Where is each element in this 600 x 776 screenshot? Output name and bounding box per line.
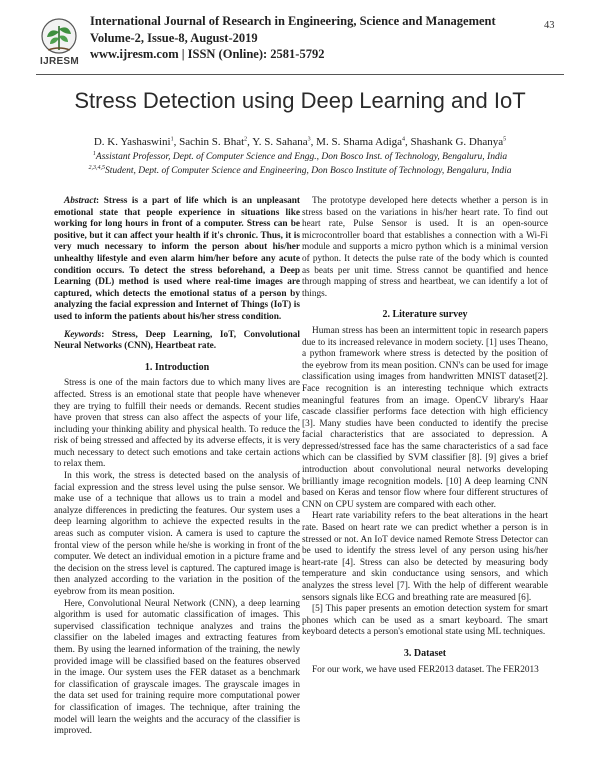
journal-name: International Journal of Research in Engineering, Science and Management bbox=[90, 14, 496, 28]
author-sup: 1 bbox=[170, 136, 174, 143]
author-list bbox=[0, 136, 600, 148]
paragraph: Here, Convolutional Neural Network (CNN), a deep learning algorithm is used for automatic classification of images. This supervised classification technique analyzes and trains the classifier on the labeled images and extracting features from them. By using the learned information of the training, the newly provided image will be classified based on the features observed in the image. Our system uses the FER dataset as a benchmark for classification of grayscale images. The grayscale images in the data set used for training require more computational power for classification of images. The technique, after training the model will learn the weights and the accuracy of the classifier is improved. bbox=[54, 598, 300, 737]
affiliation-2 bbox=[0, 166, 600, 176]
page-number: 43 bbox=[544, 20, 555, 31]
journal-volume: Volume-2, Issue-8, August-2019 bbox=[90, 30, 258, 45]
journal-info bbox=[90, 13, 496, 63]
author-name: , M. S. Shama Adiga bbox=[310, 136, 403, 148]
affiliation-text: Assistant Professor, Dept. of Computer Science and Engg., Don Bosco Inst. of Technology, Bengaluru, India bbox=[95, 152, 508, 162]
right-column bbox=[302, 196, 548, 676]
logo-text: IJRESM bbox=[40, 56, 80, 67]
journal-website-issn[interactable]: www.ijresm.com | ISSN (Online): 2581-5792 bbox=[90, 47, 325, 61]
keywords-label: Keywords bbox=[64, 329, 102, 340]
paragraph: For our work, we have used FER2013 dataset. The FER2013 bbox=[312, 664, 539, 675]
abstract-text: : Stress is a part of life which is an unpleasant emotional state that people experience in situations like working for long hours in front of a computer. Stress can be positive, but it can affect your health if it's chronic. Thus, it is very much necessary to inform the person about his/her unhealthy lifestyle and even alarm him/her before any acute condition occurs. To detect the stress beforehand, a Deep Learning (DL) method is used where real-time images are captured, which detects the emotional status of a person by analyzing the facial expression and Internet of Things (IoT) is used to inform the patients about his/her stress condition. bbox=[54, 196, 300, 322]
affiliation-sup: 1 bbox=[92, 150, 96, 157]
abstract bbox=[54, 196, 300, 324]
paragraph: [5] This paper presents an emotion detection system for smart phones which can be used as a smart keyboard. The smart keyboard detects a person's emotional state using ML techniques. bbox=[302, 604, 548, 638]
author-name: , Shashank G. Dhanya bbox=[405, 136, 504, 148]
section-heading-dataset: 3. Dataset bbox=[403, 647, 447, 659]
paragraph: Human stress has been an intermittent topic in research papers due to its increased relevance in modern society. [1] uses Theano, a python framework where stress is detected by the position of the eyebrow from its mean position. CNN's can be used for image classification using images from handwritten MNIST dataset[2]. Face recognition is an interesting technique which extracts meaningful features from an image. OpenCV library's Haar cascade classifier performs face detection with high efficiency [3]. Many studies have been conducted to identify the precise facial characteristics that are associated to depression. A depressed/stressed face has the same characteristics of a sad face which can be classified by SVM classifier [8]. [9] gives a brief introduction about convolutional neural networks developing brilliantly image recognition models. [10] A deep learning CNN based on Keras and tensor flow where four different structures of CNN on CPU system are compared with each other. bbox=[302, 325, 548, 510]
paragraph: The prototype developed here detects whether a person is in stress based on the variations in his/her heart rate. To find out heart rate, Pulse Sensor is used. It is an open-source microcontroller board that establishes a connection with a Wi-Fi module and supports a micro python which is a minimal version of python. It detects the pulse rate of the body which is counted as beats per unit time. Stress cannot be quantified and hence through mapping of stress and heartbeat, we can identify a lot of things. bbox=[302, 196, 548, 299]
header-divider bbox=[36, 74, 564, 75]
section-heading-literature-survey: 2. Literature survey bbox=[382, 309, 468, 321]
affiliation-sup: 2,3,4,5 bbox=[88, 164, 105, 171]
abstract-label: Abstract bbox=[64, 196, 97, 206]
author-sup: 5 bbox=[503, 136, 507, 143]
paragraph: Heart rate variability refers to the beat alterations in the heart rate. Based on heart rate we can predict whether a person is in stressed or not. An IoT device named Remote Stress Detector can be used to identify the stress level of any person using his/her heart-rate [4]. Stress can also be detected by measuring body temperature and skin conductance using sensors, and which analyzes the stress level [7]. With the help of different wearable sensors signals like ECG and breathing rate are measured [6]. bbox=[302, 511, 548, 603]
author-name: D. K. Yashaswini bbox=[93, 136, 171, 148]
keywords-text: : Stress, Deep Learning, IoT, Convolutional Neural Networks (CNN), Heartbeat rate. bbox=[54, 329, 300, 352]
paragraph: In this work, the stress is detected based on the analysis of facial expression and the stress level using the pulse sensor. We make use of a technique that allows us to train a model and analyze differences in predicting the features. Our system uses a deep learning algorithm to achieve the expected results in the areas such as computer vision. A camera is used to capture the frontal view of the person while he/she is working in front of the computer. We detect an individual emotion in a picture frame and the decision on the stress level is captured. The captured image is then analyzed according to the variation in the position of the eyebrow from its mean position. bbox=[54, 471, 300, 597]
paragraph: Stress is one of the main factors due to which many lives are affected. Stress is an emotional state that people have whenever they are trying to fulfill their needs or demands. Recent studies have proven that stress can also affect the aspects of your life, including your thinking ability and physical health. To reduce the risk of being stressed and affected by its adverse effects, it is very much necessary to detect such emotions and take certain actions to relax them. bbox=[54, 378, 300, 470]
affiliation-text: Student, Dept. of Computer Science and Engineering, Don Bosco Institute of Technology, Bengaluru, India bbox=[104, 166, 512, 176]
author-sup: 4 bbox=[402, 136, 406, 143]
paper-title: Stress Detection using Deep Learning and IoT bbox=[74, 88, 526, 113]
keywords bbox=[54, 330, 300, 353]
left-column bbox=[54, 196, 300, 738]
author-sup: 2 bbox=[244, 136, 248, 143]
author-name: , Y. S. Sahana bbox=[247, 136, 308, 148]
author-sup: 3 bbox=[307, 136, 311, 143]
section-heading-introduction: 1. Introduction bbox=[144, 361, 210, 373]
page-header bbox=[0, 0, 600, 70]
author-name: , Sachin S. Bhat bbox=[173, 136, 245, 148]
affiliation-1 bbox=[0, 152, 600, 162]
